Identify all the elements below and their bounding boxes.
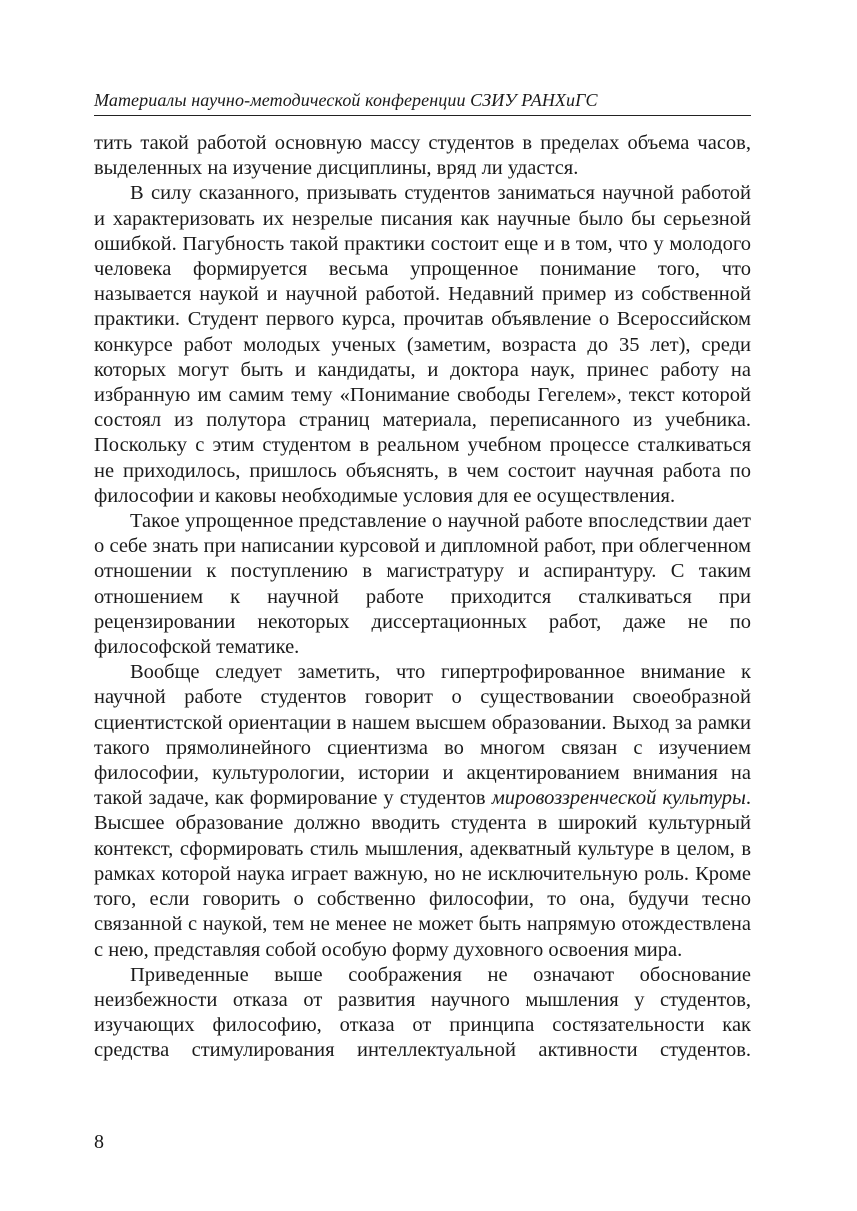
paragraph-1: тить такой работой основную массу студентов в пределах объема часов, выделенных на изучение дисциплины, вряд ли удастся. — [94, 132, 751, 180]
paragraph-3: Такое упрощенное представление о научной работе впоследствии дает о себе знать при написании курсовой и дипломной работ, при облегченном отношении к поступлению в магистратуру и аспирантуру. С таким отношением к научной работе приходится сталкиваться при рецензировании некоторых диссертационных работ, даже не по философской тематике. — [94, 510, 751, 659]
paragraph-4 — [94, 660, 751, 962]
body-text — [94, 131, 751, 1064]
paragraph-4-part-2: . Высшее образование должно вводить студента в широкий культурный контекст, сформировать стиль мышления, адекватный культуре в целом, в рамках которой наука играет важную, но не исключительную роль. Кроме того, если говорить о собственно философии, то она, будучи тесно связанной с наукой, тем не менее не может быть напрямую отождествлена с нею, представляя собой особую форму духовного освоения мира. — [94, 787, 751, 961]
page-number: 8 — [94, 1131, 104, 1153]
running-header: Материалы научно-методической конференции СЗИУ РАНХиГС — [94, 90, 598, 110]
paragraph-5: Приведенные выше соображения не означают обоснование неизбежности отказа от развития научного мышления у студентов, изучающих философию, отказа от принципа состязательности как средства стимулирования интеллектуальной активности студентов. — [94, 963, 751, 1062]
paragraph-4-emphasis: мировоззренческой культуры — [491, 787, 746, 810]
header-rule — [94, 115, 751, 116]
paragraph-4-part-1: Вообще следует заметить, что гипертрофированное внимание к научной работе студентов говорит о существовании своеобразной сциентистской ориентации в нашем высшем образовании. Выход за рамки такого прямолинейного сциентизма во многом связан с изучением философии, культурологии, истории и акцентированием внимания на такой задаче, как формирование у студентов — [94, 661, 751, 810]
paragraph-2: В силу сказанного, призывать студентов заниматься научной работой и характеризовать их незрелые писания как научные было бы серьезной ошибкой. Пагубность такой практики состоит еще и в том, что у молодого человека формируется весьма упрощенное понимание того, что называется наукой и научной работой. Недавний пример из собственной практики. Студент первого курса, прочитав объявление о Всероссийском конкурсе работ молодых ученых (заметим, возраста до 35 лет), среди которых могут быть и кандидаты, и доктора наук, принес работу на избранную им самим тему «Понимание свободы Гегелем», текст которой состоял из полутора страниц материала, переписанного из учебника. Поскольку с этим студентом в реальном учебном процессе сталкиваться не приходилось, пришлось объяснять, в чем состоит научная работа по философии и каковы необходимые условия для ее осуществления. — [94, 182, 751, 507]
